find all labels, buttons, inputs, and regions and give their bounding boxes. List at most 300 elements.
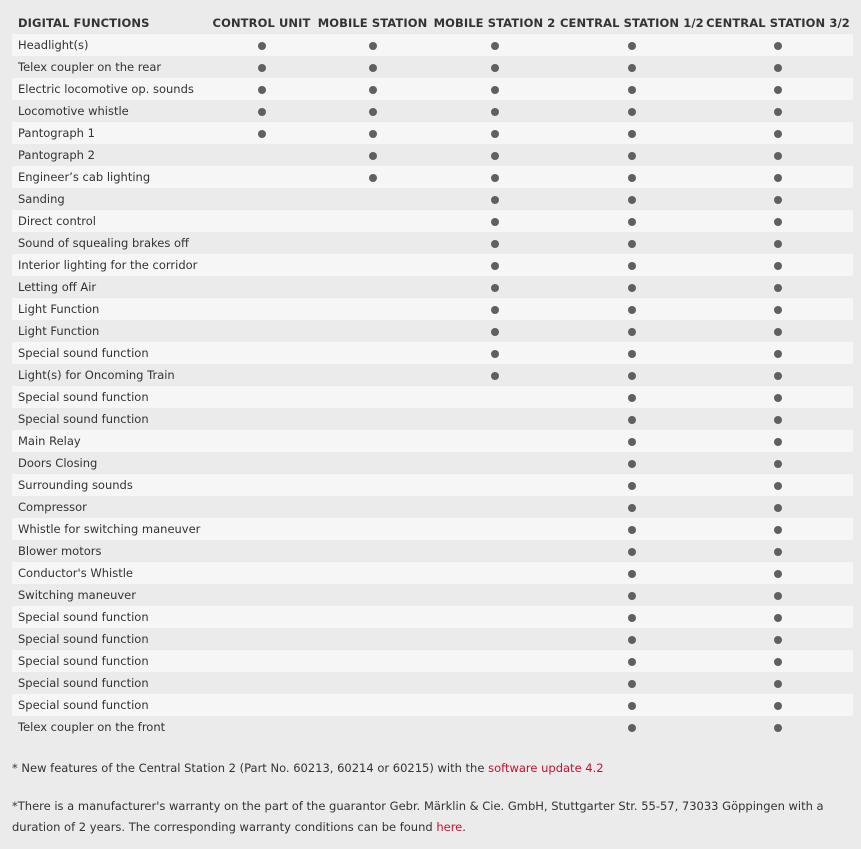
support-cell-mobile-station <box>316 430 429 452</box>
support-cell-central-station-3-2 <box>703 430 853 452</box>
support-cell-central-station-1-2 <box>560 694 703 716</box>
supported-dot-icon <box>628 614 636 622</box>
table-row <box>12 540 853 562</box>
support-cell-mobile-station <box>316 210 429 232</box>
footnote-warranty-text: *There is a manufacturer's warranty on the part of the guarantor Gebr. Märklin & Cie. GmbH, Stuttgarter Str. 55-57, 73033 Göppingen with a duration of 2 years. The corresponding warranty conditions can be found <box>12 799 824 834</box>
function-name: Main Relay <box>12 430 207 452</box>
support-cell-mobile-station-2 <box>429 386 560 408</box>
support-cell-mobile-station <box>316 276 429 298</box>
support-cell-mobile-station-2 <box>429 430 560 452</box>
support-cell-control-unit <box>207 254 316 276</box>
supported-dot-icon <box>628 240 636 248</box>
support-cell-control-unit <box>207 518 316 540</box>
support-cell-control-unit <box>207 342 316 364</box>
supported-dot-icon <box>774 658 782 666</box>
supported-dot-icon <box>491 328 499 336</box>
support-cell-mobile-station-2 <box>429 694 560 716</box>
supported-dot-icon <box>628 548 636 556</box>
table-row <box>12 386 853 408</box>
table-row <box>12 100 853 122</box>
support-cell-central-station-1-2 <box>560 650 703 672</box>
table-row <box>12 34 853 56</box>
support-cell-central-station-3-2 <box>703 342 853 364</box>
function-name: Special sound function <box>12 606 207 628</box>
support-cell-central-station-1-2 <box>560 496 703 518</box>
support-cell-central-station-1-2 <box>560 144 703 166</box>
supported-dot-icon <box>774 152 782 160</box>
table-row <box>12 694 853 716</box>
support-cell-mobile-station <box>316 342 429 364</box>
support-cell-central-station-3-2 <box>703 56 853 78</box>
support-cell-mobile-station-2 <box>429 518 560 540</box>
supported-dot-icon <box>369 152 377 160</box>
support-cell-central-station-1-2 <box>560 188 703 210</box>
support-cell-central-station-1-2 <box>560 518 703 540</box>
support-cell-central-station-3-2 <box>703 144 853 166</box>
table-row <box>12 672 853 694</box>
footnote-software-update <box>12 758 852 779</box>
support-cell-mobile-station <box>316 254 429 276</box>
table-row <box>12 144 853 166</box>
supported-dot-icon <box>491 174 499 182</box>
supported-dot-icon <box>774 526 782 534</box>
support-cell-mobile-station <box>316 694 429 716</box>
supported-dot-icon <box>628 130 636 138</box>
supported-dot-icon <box>774 262 782 270</box>
function-name: Special sound function <box>12 694 207 716</box>
supported-dot-icon <box>774 702 782 710</box>
supported-dot-icon <box>628 592 636 600</box>
supported-dot-icon <box>628 416 636 424</box>
support-cell-control-unit <box>207 650 316 672</box>
supported-dot-icon <box>491 152 499 160</box>
support-cell-central-station-1-2 <box>560 430 703 452</box>
support-cell-mobile-station-2 <box>429 672 560 694</box>
footnotes <box>12 758 852 838</box>
supported-dot-icon <box>774 86 782 94</box>
support-cell-mobile-station-2 <box>429 320 560 342</box>
table-row <box>12 474 853 496</box>
support-cell-central-station-3-2 <box>703 518 853 540</box>
support-cell-central-station-3-2 <box>703 364 853 386</box>
table-row <box>12 452 853 474</box>
support-cell-mobile-station-2 <box>429 34 560 56</box>
function-name: Blower motors <box>12 540 207 562</box>
table-row <box>12 166 853 188</box>
footnote-software-update-text: * New features of the Central Station 2 (Part No. 60213, 60214 or 60215) with the <box>12 761 489 775</box>
support-cell-control-unit <box>207 144 316 166</box>
supported-dot-icon <box>628 482 636 490</box>
supported-dot-icon <box>628 108 636 116</box>
header-mobile-station: MOBILE STATION <box>317 16 428 30</box>
supported-dot-icon <box>628 86 636 94</box>
support-cell-mobile-station <box>316 386 429 408</box>
function-name: Telex coupler on the front <box>12 716 207 738</box>
support-cell-control-unit <box>207 430 316 452</box>
support-cell-control-unit <box>207 672 316 694</box>
supported-dot-icon <box>628 218 636 226</box>
support-cell-central-station-1-2 <box>560 628 703 650</box>
support-cell-central-station-1-2 <box>560 320 703 342</box>
support-cell-central-station-3-2 <box>703 210 853 232</box>
support-cell-central-station-3-2 <box>703 122 853 144</box>
support-cell-mobile-station <box>316 188 429 210</box>
supported-dot-icon <box>774 504 782 512</box>
supported-dot-icon <box>774 328 782 336</box>
support-cell-mobile-station <box>316 518 429 540</box>
support-cell-central-station-1-2 <box>560 78 703 100</box>
support-cell-central-station-1-2 <box>560 364 703 386</box>
function-name: Sanding <box>12 188 207 210</box>
support-cell-mobile-station-2 <box>429 298 560 320</box>
supported-dot-icon <box>628 636 636 644</box>
support-cell-mobile-station-2 <box>429 452 560 474</box>
support-cell-control-unit <box>207 122 316 144</box>
footnote-warranty <box>12 796 852 838</box>
support-cell-control-unit <box>207 716 316 738</box>
supported-dot-icon <box>369 42 377 50</box>
supported-dot-icon <box>628 460 636 468</box>
support-cell-central-station-1-2 <box>560 254 703 276</box>
supported-dot-icon <box>491 196 499 204</box>
support-cell-central-station-3-2 <box>703 166 853 188</box>
supported-dot-icon <box>774 416 782 424</box>
support-cell-mobile-station <box>316 628 429 650</box>
support-cell-control-unit <box>207 78 316 100</box>
supported-dot-icon <box>774 372 782 380</box>
supported-dot-icon <box>774 460 782 468</box>
support-cell-mobile-station-2 <box>429 716 560 738</box>
support-cell-mobile-station-2 <box>429 496 560 518</box>
supported-dot-icon <box>774 592 782 600</box>
supported-dot-icon <box>491 108 499 116</box>
support-cell-central-station-3-2 <box>703 452 853 474</box>
support-cell-central-station-3-2 <box>703 254 853 276</box>
support-cell-central-station-1-2 <box>560 298 703 320</box>
supported-dot-icon <box>258 108 266 116</box>
table-row <box>12 584 853 606</box>
header-control-unit: CONTROL UNIT <box>212 16 311 30</box>
function-name: Direct control <box>12 210 207 232</box>
support-cell-control-unit <box>207 276 316 298</box>
support-cell-central-station-1-2 <box>560 474 703 496</box>
supported-dot-icon <box>628 702 636 710</box>
function-name: Special sound function <box>12 386 207 408</box>
supported-dot-icon <box>628 438 636 446</box>
supported-dot-icon <box>369 130 377 138</box>
support-cell-central-station-3-2 <box>703 694 853 716</box>
function-name: Doors Closing <box>12 452 207 474</box>
support-cell-central-station-1-2 <box>560 716 703 738</box>
support-cell-central-station-1-2 <box>560 452 703 474</box>
support-cell-central-station-3-2 <box>703 276 853 298</box>
supported-dot-icon <box>628 64 636 72</box>
supported-dot-icon <box>628 306 636 314</box>
support-cell-mobile-station <box>316 364 429 386</box>
supported-dot-icon <box>774 218 782 226</box>
supported-dot-icon <box>774 482 782 490</box>
support-cell-control-unit <box>207 606 316 628</box>
table-row <box>12 210 853 232</box>
supported-dot-icon <box>491 240 499 248</box>
support-cell-central-station-1-2 <box>560 276 703 298</box>
table-row <box>12 518 853 540</box>
support-cell-mobile-station <box>316 496 429 518</box>
function-name: Surrounding sounds <box>12 474 207 496</box>
support-cell-mobile-station <box>316 298 429 320</box>
table-row <box>12 232 853 254</box>
support-cell-central-station-1-2 <box>560 122 703 144</box>
supported-dot-icon <box>491 64 499 72</box>
support-cell-mobile-station <box>316 716 429 738</box>
support-cell-central-station-1-2 <box>560 166 703 188</box>
support-cell-central-station-3-2 <box>703 100 853 122</box>
supported-dot-icon <box>774 130 782 138</box>
support-cell-control-unit <box>207 100 316 122</box>
support-cell-mobile-station-2 <box>429 166 560 188</box>
function-name: Letting off Air <box>12 276 207 298</box>
support-cell-mobile-station-2 <box>429 254 560 276</box>
table-row <box>12 56 853 78</box>
supported-dot-icon <box>628 658 636 666</box>
supported-dot-icon <box>774 306 782 314</box>
support-cell-central-station-3-2 <box>703 628 853 650</box>
table-body <box>12 34 853 738</box>
supported-dot-icon <box>628 196 636 204</box>
support-cell-mobile-station-2 <box>429 606 560 628</box>
supported-dot-icon <box>628 394 636 402</box>
support-cell-control-unit <box>207 694 316 716</box>
support-cell-control-unit <box>207 496 316 518</box>
supported-dot-icon <box>628 570 636 578</box>
support-cell-central-station-1-2 <box>560 606 703 628</box>
supported-dot-icon <box>628 526 636 534</box>
support-cell-central-station-3-2 <box>703 672 853 694</box>
function-name: Conductor's Whistle <box>12 562 207 584</box>
supported-dot-icon <box>491 130 499 138</box>
support-cell-mobile-station-2 <box>429 628 560 650</box>
support-cell-control-unit <box>207 188 316 210</box>
support-cell-mobile-station-2 <box>429 232 560 254</box>
function-name: Locomotive whistle <box>12 100 207 122</box>
support-cell-mobile-station <box>316 562 429 584</box>
function-name: Telex coupler on the rear <box>12 56 207 78</box>
support-cell-control-unit <box>207 474 316 496</box>
header-digital-functions: DIGITAL FUNCTIONS <box>18 16 150 30</box>
support-cell-central-station-1-2 <box>560 386 703 408</box>
support-cell-central-station-3-2 <box>703 34 853 56</box>
support-cell-control-unit <box>207 386 316 408</box>
function-name: Special sound function <box>12 650 207 672</box>
support-cell-control-unit <box>207 56 316 78</box>
support-cell-mobile-station-2 <box>429 56 560 78</box>
function-name: Special sound function <box>12 342 207 364</box>
footnote-warranty-end: . <box>462 820 466 834</box>
supported-dot-icon <box>258 130 266 138</box>
supported-dot-icon <box>369 86 377 94</box>
support-cell-central-station-3-2 <box>703 474 853 496</box>
function-name: Light Function <box>12 320 207 342</box>
table-row <box>12 254 853 276</box>
support-cell-mobile-station <box>316 144 429 166</box>
supported-dot-icon <box>774 680 782 688</box>
support-cell-central-station-3-2 <box>703 408 853 430</box>
supported-dot-icon <box>491 218 499 226</box>
supported-dot-icon <box>774 614 782 622</box>
function-name: Whistle for switching maneuver <box>12 518 207 540</box>
table-row <box>12 320 853 342</box>
supported-dot-icon <box>491 350 499 358</box>
support-cell-mobile-station-2 <box>429 100 560 122</box>
supported-dot-icon <box>774 42 782 50</box>
supported-dot-icon <box>774 548 782 556</box>
support-cell-mobile-station-2 <box>429 188 560 210</box>
support-cell-mobile-station-2 <box>429 584 560 606</box>
support-cell-central-station-1-2 <box>560 342 703 364</box>
supported-dot-icon <box>628 724 636 732</box>
supported-dot-icon <box>774 438 782 446</box>
table-row <box>12 606 853 628</box>
table-header-row <box>12 12 853 34</box>
function-name: Special sound function <box>12 408 207 430</box>
support-cell-central-station-3-2 <box>703 386 853 408</box>
support-cell-central-station-1-2 <box>560 408 703 430</box>
software-update-link[interactable]: software update 4.2 <box>488 761 604 775</box>
function-name: Special sound function <box>12 672 207 694</box>
supported-dot-icon <box>774 174 782 182</box>
support-cell-control-unit <box>207 408 316 430</box>
supported-dot-icon <box>774 724 782 732</box>
support-cell-mobile-station-2 <box>429 474 560 496</box>
support-cell-mobile-station <box>316 650 429 672</box>
supported-dot-icon <box>628 328 636 336</box>
header-central-station-3-2: CENTRAL STATION 3/2 <box>706 16 850 30</box>
support-cell-control-unit <box>207 34 316 56</box>
table-row <box>12 650 853 672</box>
support-cell-central-station-3-2 <box>703 584 853 606</box>
support-cell-mobile-station <box>316 540 429 562</box>
supported-dot-icon <box>774 64 782 72</box>
support-cell-control-unit <box>207 232 316 254</box>
supported-dot-icon <box>369 64 377 72</box>
support-cell-mobile-station <box>316 452 429 474</box>
supported-dot-icon <box>369 174 377 182</box>
table-row <box>12 276 853 298</box>
support-cell-central-station-3-2 <box>703 606 853 628</box>
table-row <box>12 408 853 430</box>
supported-dot-icon <box>774 240 782 248</box>
support-cell-control-unit <box>207 320 316 342</box>
support-cell-central-station-1-2 <box>560 672 703 694</box>
support-cell-control-unit <box>207 562 316 584</box>
supported-dot-icon <box>774 350 782 358</box>
function-name: Interior lighting for the corridor <box>12 254 207 276</box>
support-cell-control-unit <box>207 452 316 474</box>
support-cell-mobile-station-2 <box>429 540 560 562</box>
support-cell-central-station-1-2 <box>560 100 703 122</box>
support-cell-mobile-station <box>316 34 429 56</box>
support-cell-central-station-1-2 <box>560 540 703 562</box>
table-row <box>12 628 853 650</box>
support-cell-central-station-1-2 <box>560 584 703 606</box>
support-cell-central-station-3-2 <box>703 298 853 320</box>
support-cell-control-unit <box>207 298 316 320</box>
support-cell-central-station-1-2 <box>560 210 703 232</box>
support-cell-mobile-station-2 <box>429 144 560 166</box>
support-cell-central-station-1-2 <box>560 562 703 584</box>
warranty-conditions-link[interactable]: here <box>436 820 463 834</box>
support-cell-control-unit <box>207 540 316 562</box>
support-cell-mobile-station <box>316 606 429 628</box>
support-cell-mobile-station <box>316 474 429 496</box>
support-cell-central-station-3-2 <box>703 562 853 584</box>
support-cell-central-station-3-2 <box>703 188 853 210</box>
supported-dot-icon <box>628 372 636 380</box>
function-name: Switching maneuver <box>12 584 207 606</box>
function-name: Compressor <box>12 496 207 518</box>
supported-dot-icon <box>628 174 636 182</box>
support-cell-mobile-station-2 <box>429 562 560 584</box>
support-cell-mobile-station-2 <box>429 650 560 672</box>
table-row <box>12 364 853 386</box>
supported-dot-icon <box>774 108 782 116</box>
support-cell-central-station-3-2 <box>703 716 853 738</box>
support-cell-mobile-station <box>316 122 429 144</box>
supported-dot-icon <box>774 636 782 644</box>
table-row <box>12 342 853 364</box>
support-cell-control-unit <box>207 166 316 188</box>
support-cell-mobile-station <box>316 672 429 694</box>
support-cell-central-station-3-2 <box>703 232 853 254</box>
supported-dot-icon <box>774 394 782 402</box>
support-cell-mobile-station-2 <box>429 210 560 232</box>
support-cell-mobile-station <box>316 56 429 78</box>
supported-dot-icon <box>491 262 499 270</box>
supported-dot-icon <box>628 42 636 50</box>
function-name: Light(s) for Oncoming Train <box>12 364 207 386</box>
support-cell-control-unit <box>207 210 316 232</box>
support-cell-mobile-station-2 <box>429 342 560 364</box>
supported-dot-icon <box>774 570 782 578</box>
supported-dot-icon <box>628 504 636 512</box>
function-name: Sound of squealing brakes off <box>12 232 207 254</box>
supported-dot-icon <box>774 284 782 292</box>
support-cell-mobile-station <box>316 166 429 188</box>
function-name: Engineer’s cab lighting <box>12 166 207 188</box>
function-name: Special sound function <box>12 628 207 650</box>
table-row <box>12 430 853 452</box>
support-cell-central-station-3-2 <box>703 650 853 672</box>
supported-dot-icon <box>369 108 377 116</box>
supported-dot-icon <box>491 372 499 380</box>
supported-dot-icon <box>491 306 499 314</box>
support-cell-central-station-1-2 <box>560 232 703 254</box>
support-cell-mobile-station-2 <box>429 122 560 144</box>
supported-dot-icon <box>491 86 499 94</box>
support-cell-control-unit <box>207 364 316 386</box>
supported-dot-icon <box>628 262 636 270</box>
table-row <box>12 298 853 320</box>
table-row <box>12 188 853 210</box>
table-row <box>12 78 853 100</box>
supported-dot-icon <box>491 42 499 50</box>
supported-dot-icon <box>258 42 266 50</box>
supported-dot-icon <box>258 64 266 72</box>
header-mobile-station-2: MOBILE STATION 2 <box>433 16 556 30</box>
support-cell-mobile-station-2 <box>429 276 560 298</box>
table-row <box>12 122 853 144</box>
function-name: Pantograph 1 <box>12 122 207 144</box>
